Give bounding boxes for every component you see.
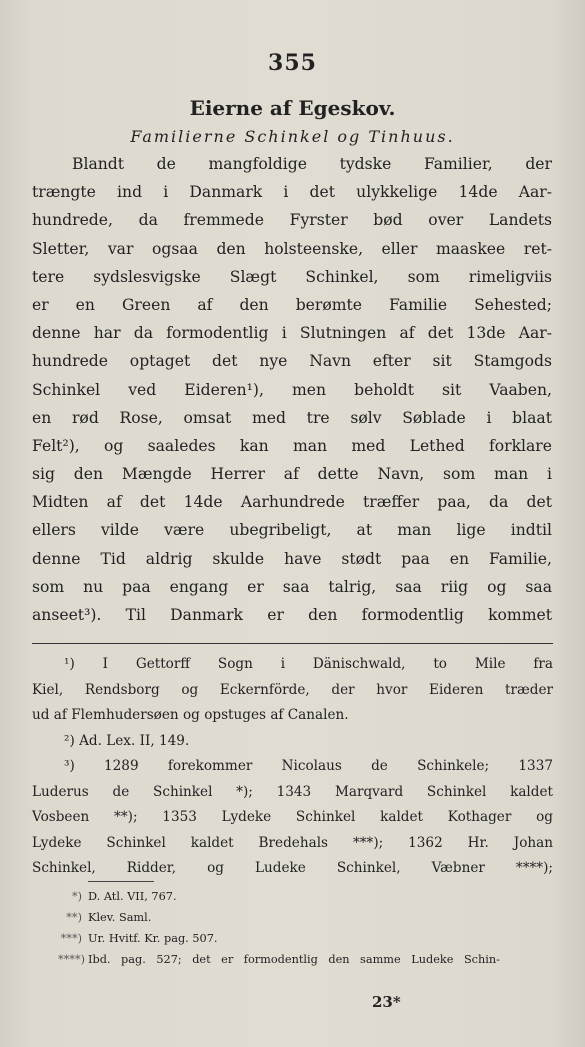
body-line: denne Tid aldrig skulde have stødt paa en Familie,	[32, 549, 552, 568]
footnote-text: Ur. Hvitf. Kr. pag. 507.	[88, 932, 218, 945]
note-line: ud af Flemhudersøen og opstuges af Canalen.	[32, 707, 349, 723]
notes-divider	[32, 643, 553, 644]
body-line: tere sydslesvigske Slægt Schinkel, som rimeligviis	[32, 267, 552, 286]
footnote-mark: **)	[66, 911, 82, 924]
chapter-title: Eierne af Egeskov.	[189, 96, 396, 120]
signature-mark: 23*	[372, 993, 401, 1011]
footnote-mark: *)	[71, 890, 82, 903]
body-line: som nu paa engang er saa talrig, saa riig og saa	[32, 577, 552, 596]
body-line: Felt²), og saaledes kan man med Lethed forklare	[32, 436, 552, 455]
body-line: sig den Mængde Herrer af dette Navn, som man i	[32, 465, 552, 484]
footnote-mark: ****)	[58, 953, 86, 966]
page-number: 355	[268, 50, 317, 76]
chapter-subtitle: Familierne Schinkel og Tinhuus.	[130, 127, 455, 146]
body-line: er en Green af den berømte Familie Sehested;	[32, 295, 552, 314]
body-line: Sletter, var ogsaa den holsteenske, eller maaskee ret-	[32, 239, 552, 258]
footnote-divider	[88, 881, 154, 882]
body-line: hundrede optaget det nye Navn efter sit Stamgods	[32, 352, 552, 371]
body-line: Midten af det 14de Aarhundrede træffer paa, da det	[32, 493, 552, 512]
body-line: Blandt de mangfoldige tydske Familier, der	[72, 155, 552, 173]
body-line: ellers vilde være ubegribeligt, at man lige indtil	[32, 521, 552, 540]
note-line: Vosbeen **); 1353 Lydeke Schinkel kaldet Kothager og	[32, 809, 553, 825]
body-line: en rød Rose, omsat med tre sølv Søblade i blaat	[32, 408, 552, 427]
notes	[32, 652, 553, 882]
body-line: Schinkel ved Eideren¹), men beholdt sit Vaaben,	[32, 380, 552, 399]
footnote-text: Klev. Saml.	[88, 911, 152, 924]
body-text	[32, 150, 552, 629]
body-line: hundrede, da fremmede Fyrster bød over Landets	[32, 211, 552, 230]
note-line: Kiel, Rendsborg og Eckernförde, der hvor Eideren træder	[32, 681, 553, 698]
body-line: denne har da formodentlig i Slutningen af det 13de Aar-	[32, 324, 552, 343]
footnote-mark: ***)	[60, 932, 82, 945]
note-line: ¹) I Gettorff Sogn i Dänischwald, to Mile fra	[64, 656, 553, 672]
note-line: ³) 1289 forekommer Nicolaus de Schinkele; 1337	[64, 758, 553, 774]
footnote-text: D. Atl. VII, 767.	[88, 890, 177, 903]
note-line: Lydeke Schinkel kaldet Bredehals ***); 1362 Hr. Johan	[32, 834, 553, 851]
note-line: ²) Ad. Lex. II, 149.	[64, 732, 190, 749]
footnote-text: Ibd. pag. 527; det er formodentlig den samme Ludeke Schin-	[88, 953, 500, 966]
note-line: Schinkel, Ridder, og Ludeke Schinkel, Væbner ****);	[32, 860, 553, 876]
body-line: anseet³). Til Danmark er den formodentlig kommet	[32, 606, 552, 624]
note-line: Luderus de Schinkel *); 1343 Marqvard Schinkel kaldet	[32, 783, 553, 800]
body-line: trængte ind i Danmark i det ulykkelige 14de Aar-	[32, 183, 552, 202]
